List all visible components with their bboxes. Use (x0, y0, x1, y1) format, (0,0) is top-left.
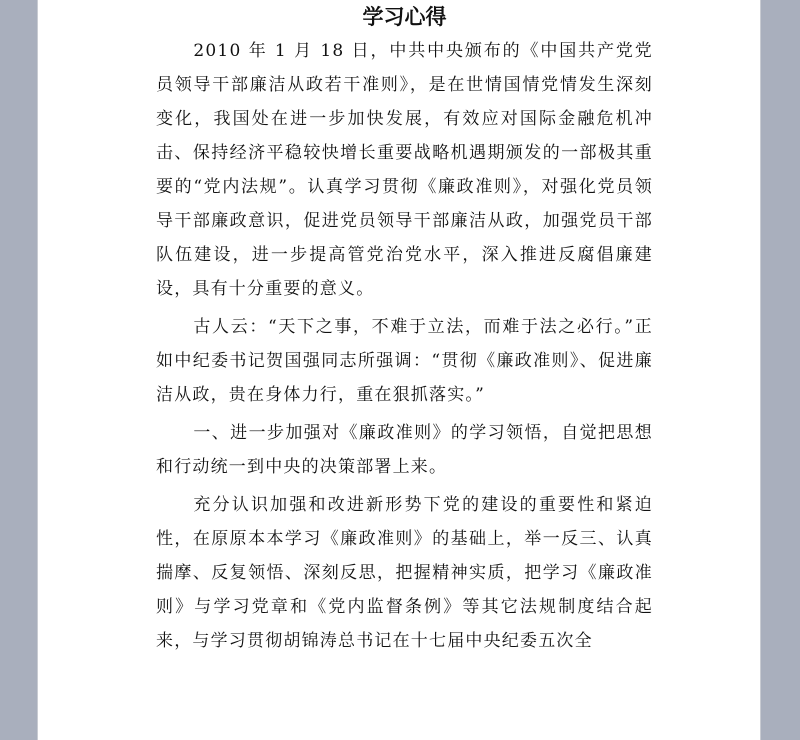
document-body[interactable] (156, 2, 653, 658)
paragraph-1: 2010 年 1 月 18 日，中共中央颁布的《中国共产党党员领导干部廉洁从政若干准则》，是在世情国情党情发生深刻变化，我国处在进一步加快发展，有效应对国际金融危机冲击、保持经济平稳较快增长重要战略机遇期颁发的一部极其重要的“党内法规”。认真学习贯彻《廉政准则》，对强化党员领导干部廉政意识，促进党员领导干部廉洁从政，加强党员干部队伍建设，进一步提高管党治党水平，深入推进反腐倡廉建设，具有十分重要的意义。 (156, 41, 653, 299)
paragraph-4: 充分认识加强和改进新形势下党的建设的重要性和紧迫性，在原原本本学习《廉政准则》的基础上，举一反三、认真揣摩、反复领悟、深刻反思，把握精神实质，把学习《廉政准则》与学习党章和《党内监督条例》等其它法规制度结合起来，与学习贯彻胡锦涛总书记在十七届中央纪委五次全 (156, 495, 653, 651)
paragraph-2: 古人云：“天下之事，不难于立法，而难于法之必行。”正如中纪委书记贺国强同志所强调：“贯彻《廉政准则》、促进廉洁从政，贵在身体力行，重在狠抓落实。” (156, 317, 653, 405)
document-page[interactable] (37, 0, 761, 740)
document-title: 学习心得 (362, 5, 447, 29)
paragraph-3: 一、进一步加强对《廉政准则》的学习领悟，自觉把思想和行动统一到中央的决策部署上来。 (156, 423, 653, 477)
